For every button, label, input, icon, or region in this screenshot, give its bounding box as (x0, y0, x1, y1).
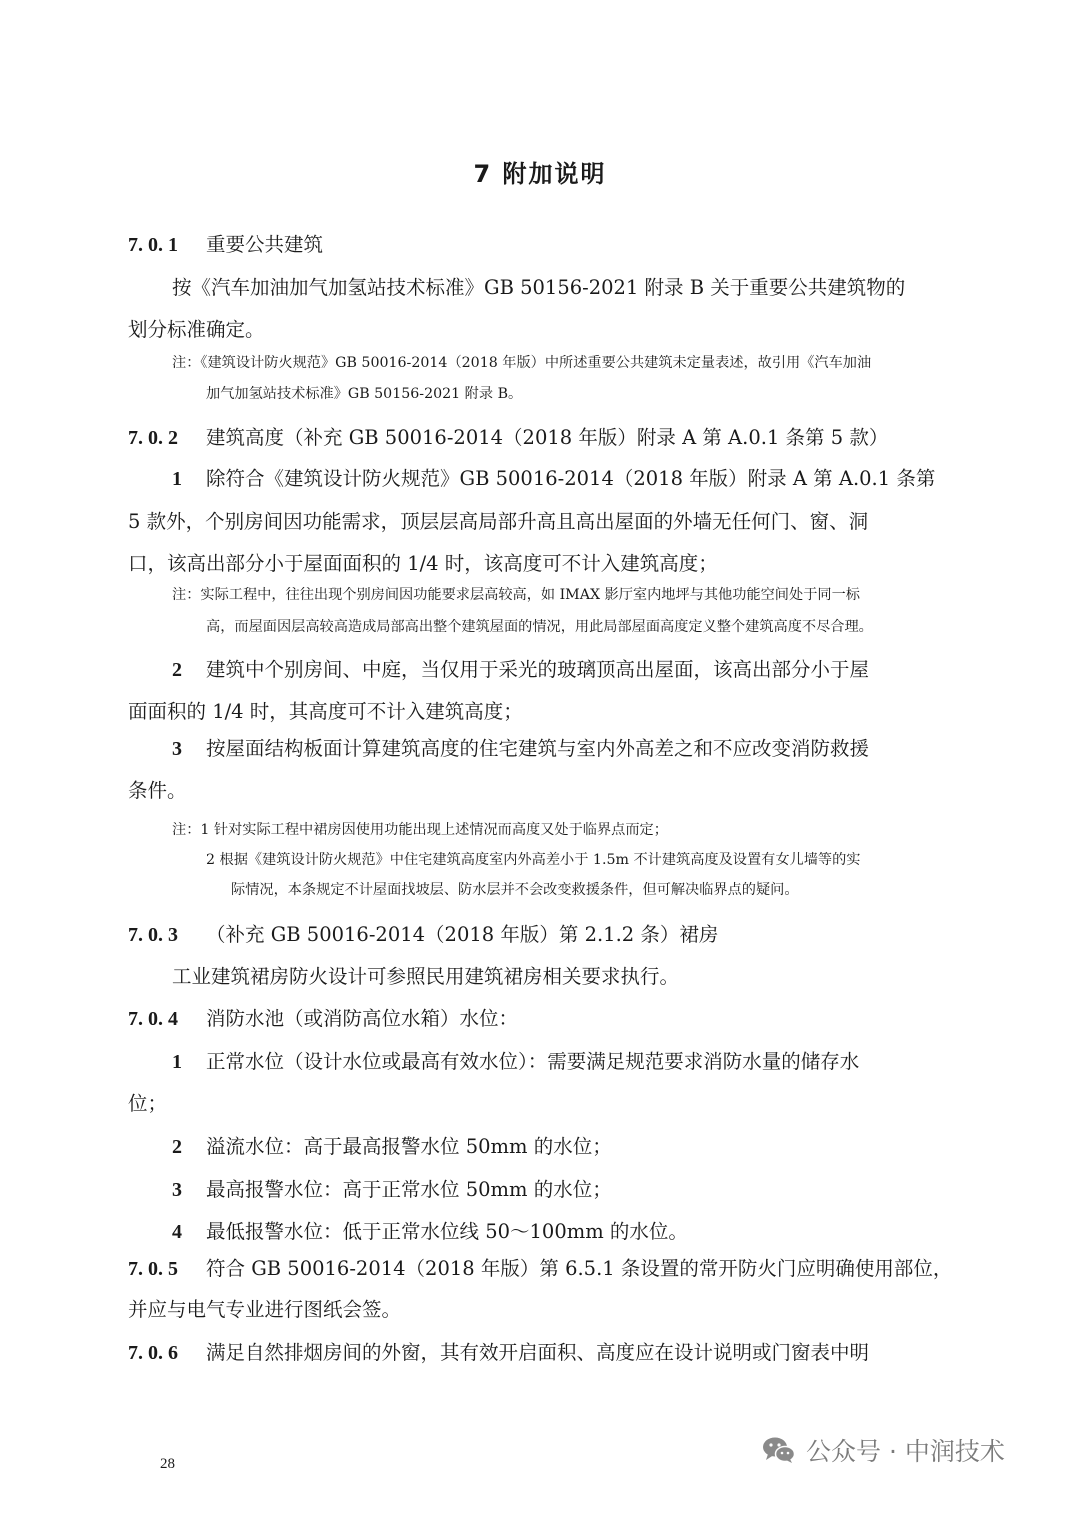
paragraph-line: 5 款外，个别房间因功能需求，顶层层高局部升高且高出屋面的外墙无任何门、窗、洞 (128, 510, 869, 533)
item-number: 3 (172, 1179, 182, 1201)
paragraph-line: 并应与电气专业进行图纸会签。 (128, 1298, 402, 1321)
note-line: 注：1 针对实际工程中裙房因使用功能出现上述情况而高度又处于临界点而定； (172, 822, 668, 838)
note-line: 注：《建筑设计防火规范》GB 50016-2014（2018 年版）中所述重要公共建筑未定量表述，故引用《汽车加油 (172, 355, 872, 371)
paragraph-line: 除符合《建筑设计防火规范》GB 50016-2014（2018 年版）附录 A 第 A.0.1 条第 (206, 467, 936, 490)
watermark (762, 1430, 1005, 1470)
note-line: 加气加氢站技术标准》GB 50156-2021 附录 B。 (206, 386, 523, 402)
paragraph-line: 最低报警水位：低于正常水位线 50～100mm 的水位。 (206, 1220, 688, 1243)
note-line: 高，而屋面因层高较高造成局部高出整个建筑屋面的情况，用此局部屋面高度定义整个建筑高度不尽合理。 (206, 619, 873, 635)
section-number: 7. 0. 5 (128, 1258, 178, 1280)
section-number: 7. 0. 6 (128, 1342, 178, 1364)
item-number: 2 (172, 1136, 182, 1158)
section-number: 7. 0. 2 (128, 427, 178, 449)
paragraph-line: 最高报警水位：高于正常水位 50mm 的水位； (206, 1178, 612, 1201)
section-heading: （补充 GB 50016-2014（2018 年版）第 2.1.2 条）裙房 (206, 923, 719, 946)
paragraph-line: 面面积的 1/4 时，其高度可不计入建筑高度； (128, 700, 523, 723)
section-heading: 消防水池（或消防高位水箱）水位： (206, 1007, 519, 1030)
note-line: 注：实际工程中，往往出现个别房间因功能要求层高较高，如 IMAX 影厅室内地坪与其他功能空间处于同一标 (172, 587, 860, 603)
section-number: 7. 0. 1 (128, 234, 178, 256)
section-heading: 重要公共建筑 (206, 233, 324, 256)
item-number: 3 (172, 738, 182, 760)
item-number: 1 (172, 1051, 182, 1073)
note-line: 际情况，本条规定不计屋面找坡层、防水层并不会改变救援条件，但可解决临界点的疑问。 (231, 882, 799, 898)
paragraph-line: 正常水位（设计水位或最高有效水位）：需要满足规范要求消防水量的储存水 (206, 1050, 860, 1073)
section-heading: 满足自然排烟房间的外窗，其有效开启面积、高度应在设计说明或门窗表中明 (206, 1341, 870, 1364)
item-number: 2 (172, 659, 182, 681)
section-heading: 符合 GB 50016-2014（2018 年版）第 6.5.1 条设置的常开防火门应明确使用部位， (206, 1257, 953, 1280)
paragraph-line: 建筑中个别房间、中庭，当仅用于采光的玻璃顶高出屋面，该高出部分小于屋 (206, 658, 870, 681)
paragraph-line: 口，该高出部分小于屋面面积的 1/4 时，该高度可不计入建筑高度； (128, 552, 718, 575)
item-number: 4 (172, 1221, 182, 1243)
paragraph-line: 按《汽车加油加气加氢站技术标准》GB 50156-2021 附录 B 关于重要公共建筑物的 (172, 276, 906, 299)
note-line: 2 根据《建筑设计防火规范》中住宅建筑高度室内外高差小于 1.5m 不计建筑高度及设置有女儿墙等的实 (206, 852, 861, 868)
paragraph-line: 位； (128, 1092, 168, 1115)
paragraph-line: 划分标准确定。 (128, 318, 265, 341)
item-number: 1 (172, 468, 182, 490)
section-number: 7. 0. 4 (128, 1008, 178, 1030)
chapter-title: 7 附加说明 (473, 160, 607, 188)
page-number: 28 (160, 1456, 175, 1472)
paragraph-line: 条件。 (128, 779, 187, 802)
wechat-icon (762, 1436, 796, 1464)
paragraph-line: 按屋面结构板面计算建筑高度的住宅建筑与室内外高差之和不应改变消防救援 (206, 737, 870, 760)
watermark-text: 公众号 · 中润技术 (806, 1437, 1005, 1466)
paragraph-line: 工业建筑裙房防火设计可参照民用建筑裙房相关要求执行。 (172, 965, 680, 988)
paragraph-line: 溢流水位：高于最高报警水位 50mm 的水位； (206, 1135, 612, 1158)
section-number: 7. 0. 3 (128, 924, 178, 946)
section-heading: 建筑高度（补充 GB 50016-2014（2018 年版）附录 A 第 A.0.1 条第 5 款） (206, 426, 889, 449)
